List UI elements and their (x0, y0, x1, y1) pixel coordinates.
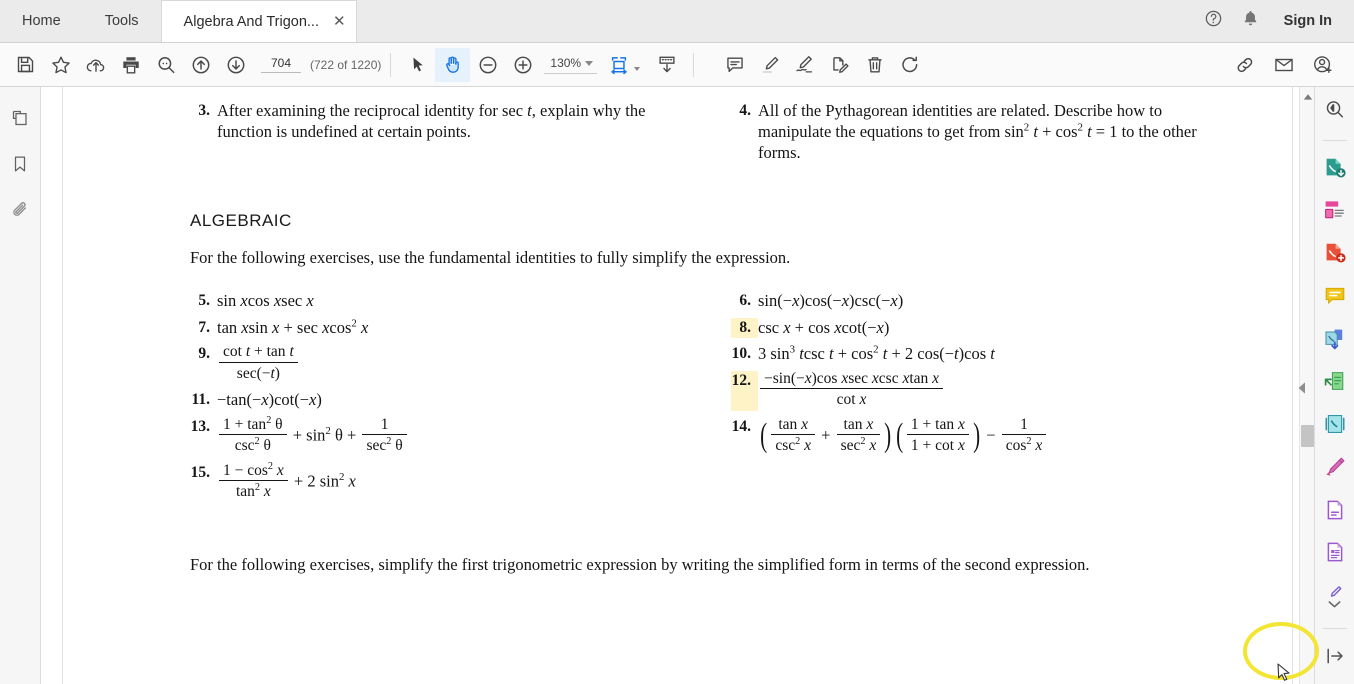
tab-tools[interactable] (83, 0, 161, 42)
intro-questions-columns (190, 101, 1250, 169)
collapse-right-panel-icon[interactable] (1295, 380, 1309, 396)
exercise-col-right (731, 291, 1218, 509)
section-instruction: For the following exercises, use the fundamental identities to fully simplify the expression. (190, 248, 791, 268)
exercise-expression: sin xcos xsec x (217, 290, 314, 310)
rail-divider (1323, 140, 1347, 141)
attachments-icon[interactable] (5, 195, 35, 225)
scan-ocr-icon[interactable] (1318, 366, 1352, 396)
question-item (731, 101, 1218, 163)
exercise-item (190, 460, 677, 503)
organize-pages-icon[interactable] (1318, 195, 1352, 225)
exercise-expression: ( $\frac{\text{tan x}}{\csc^2 x}$ + $\frac{\text{tan x}}{\sec^2 x}$ ) ( $\frac{\text{1 + tan x}}{\text{1 + cot x}}$ ) − $\frac{1}{\cos^2 x}$ (758, 417, 1048, 457)
print-icon[interactable] (113, 48, 148, 82)
zoom-in-icon[interactable] (505, 48, 540, 82)
exercise-number: 11. (191, 391, 210, 409)
question-number: 4. (739, 102, 751, 119)
section-heading: ALGEBRAIC (190, 211, 292, 231)
scroll-up-icon[interactable] (1300, 89, 1315, 104)
exercise-number: 7. (198, 318, 210, 336)
scrollbar-thumb[interactable] (1301, 425, 1314, 447)
question-item (190, 101, 677, 143)
add-user-icon[interactable] (1305, 48, 1340, 82)
fit-page-icon[interactable] (601, 48, 636, 82)
exercise-columns (190, 291, 1250, 509)
left-navigation-rail (0, 87, 41, 684)
exercise-expression: sin(−x)cos(−x)csc(−x) (758, 290, 904, 310)
exercise-item (731, 417, 1218, 457)
exercise-number: 10. (731, 345, 751, 363)
exercise-item (731, 344, 1218, 365)
exercise-number: 13. (190, 418, 210, 435)
page-total-label: (722 of 1220) (310, 57, 382, 72)
document-viewport[interactable] (41, 87, 1314, 684)
comment-panel-icon[interactable] (1318, 281, 1352, 311)
exercise-expression: $\frac{\text{−sin(−x)cos xsec xcsc xtan x}}{\text{cot x}}$ (758, 371, 945, 411)
previous-page-icon[interactable] (183, 48, 218, 82)
exercise-expression: 3 $\sin^3 tcsc$ $t + \cos^2 t + 2$ cos(−t)cos t (758, 343, 995, 364)
toolbar-divider (390, 53, 391, 77)
help-icon[interactable] (1204, 9, 1223, 33)
close-icon[interactable]: ✕ (332, 13, 346, 30)
exercise-number: 6. (739, 291, 751, 309)
hand-tool-icon[interactable] (435, 48, 470, 82)
more-tools-icon[interactable] (1318, 580, 1352, 613)
exercise-item (190, 318, 677, 339)
zoom-out-icon[interactable] (470, 48, 505, 82)
exercise-col-left (190, 291, 677, 509)
protect-icon[interactable] (1318, 409, 1352, 439)
notifications-bell-icon[interactable] (1241, 9, 1260, 33)
rotate-icon[interactable] (892, 48, 927, 82)
page-navigation (261, 56, 381, 73)
star-icon[interactable] (43, 48, 78, 82)
right-tools-rail (1314, 87, 1354, 684)
exercise-expression: −tan(−x)cot(−x) (217, 390, 322, 410)
exercise-item (190, 344, 677, 384)
zoom-search-icon[interactable] (148, 48, 183, 82)
pdf-page (62, 87, 1293, 684)
tab-home-label: Home (22, 12, 61, 29)
exercise-item (190, 390, 677, 411)
edit-pdf-icon[interactable] (1318, 452, 1352, 482)
search-pdf-icon[interactable] (1318, 95, 1352, 125)
exercise-number-highlighted: 12. (731, 371, 758, 411)
tab-document-label: Algebra And Trigon... (183, 13, 319, 30)
exercise-item (731, 371, 1218, 411)
tab-bar-right (1204, 0, 1354, 42)
export-pdf-icon[interactable] (1318, 153, 1352, 183)
chevron-down-icon (585, 61, 593, 66)
collapse-panel-icon[interactable] (1318, 641, 1352, 671)
share-link-icon[interactable] (1227, 48, 1262, 82)
scroll-mode-icon[interactable] (649, 48, 684, 82)
page-thumbnails-icon[interactable] (5, 103, 35, 133)
question-text: After examining the reciprocal identity for sec t, explain why the function is undefined at certain points. (217, 101, 646, 141)
intro-col-left (190, 101, 677, 169)
exercise-expression: $\frac{\text{cot t + tan t}}{\sec(-t)}$ (217, 344, 300, 384)
tab-home[interactable] (0, 0, 83, 42)
exercise-number: 14. (731, 418, 751, 435)
exercise-item (190, 414, 677, 457)
tab-tools-label: Tools (104, 12, 139, 29)
save-icon[interactable] (8, 48, 43, 82)
signature-icon[interactable] (787, 48, 822, 82)
exercise-expression: csc x + cos xcot(−x) (758, 317, 890, 337)
page-content (63, 87, 1292, 577)
next-page-icon[interactable] (218, 48, 253, 82)
tab-document[interactable] (161, 0, 357, 42)
exercise-number: 9. (198, 345, 210, 363)
exercise-item (190, 291, 677, 312)
exercise-item (731, 318, 1218, 339)
select-cursor-icon[interactable] (400, 48, 435, 82)
create-pdf-icon[interactable] (1318, 238, 1352, 268)
comment-icon[interactable] (717, 48, 752, 82)
intro-col-right (731, 101, 1218, 169)
exercise-number: 5. (198, 291, 210, 309)
upload-cloud-icon[interactable] (78, 48, 113, 82)
zoom-level-value: 130% (550, 56, 582, 70)
exercise-expression: tan xsin x + sec xcos$^2$ x (217, 317, 369, 337)
tab-bar (0, 0, 1354, 43)
exercise-expression: $\frac{1 + \tan^2 \theta}{\csc^2 \theta}$ + $\sin^2 \theta$ + $\frac{1}{\sec^2 \theta}$ (217, 417, 409, 457)
delete-icon[interactable] (857, 48, 892, 82)
fit-page-chevron-icon[interactable] (634, 67, 640, 71)
exercise-item (731, 291, 1218, 312)
zoom-level-dropdown[interactable] (544, 55, 597, 74)
fill-and-sign-icon[interactable] (822, 48, 857, 82)
highlighter-icon[interactable] (752, 48, 787, 82)
toolbar-right-group (1227, 48, 1346, 82)
question-text: All of the Pythagorean identities are related. Describe how to manipulate the equations to get from $\sin^2 t + \cos^2 t = 1$ to the other forms. (758, 101, 1197, 162)
fill-sign-icon[interactable] (1318, 495, 1352, 525)
section-instruction-2: For the following exercises, simplify the first trigonometric expression by writing the simplified form in terms of the second expression. (190, 554, 1090, 574)
exercise-number-highlighted: 8. (731, 318, 758, 339)
exercise-number: 15. (190, 463, 210, 481)
sign-in-button[interactable]: Sign In (1283, 12, 1332, 29)
prepare-form-icon[interactable] (1318, 537, 1352, 567)
page-number-input[interactable]: 704 (261, 56, 301, 73)
question-number: 3. (198, 102, 210, 119)
exercise-expression: $\frac{1 - \cos^2 x}{\tan^2 x}$ + 2 $\sin^2 x$ (217, 463, 356, 503)
main-toolbar (0, 43, 1354, 87)
bookmarks-icon[interactable] (5, 149, 35, 179)
combine-files-icon[interactable] (1318, 324, 1352, 354)
email-icon[interactable] (1266, 48, 1301, 82)
toolbar-divider-2 (693, 53, 694, 77)
rail-divider-2 (1323, 628, 1347, 629)
